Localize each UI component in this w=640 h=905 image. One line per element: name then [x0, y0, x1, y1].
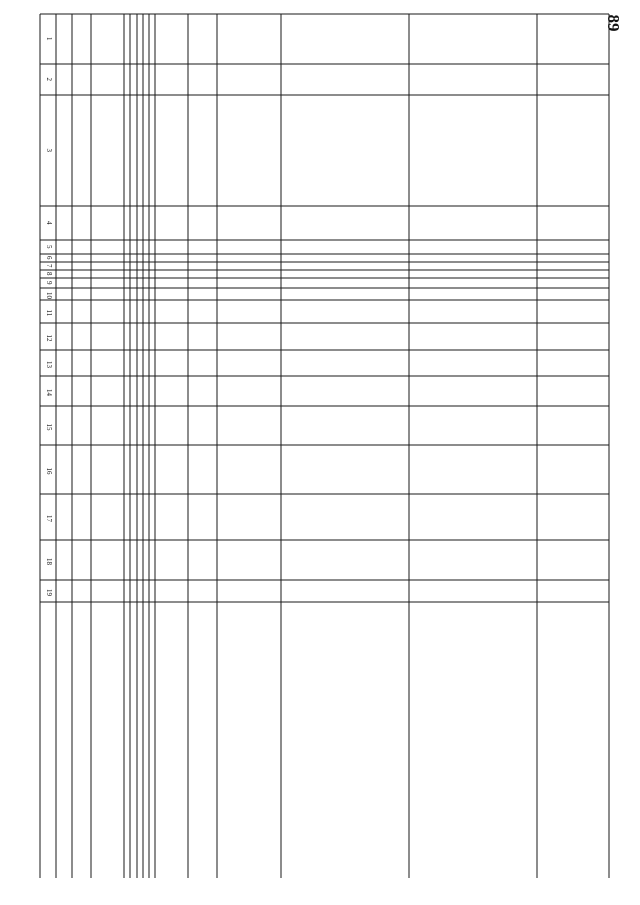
column-number: 10 — [45, 292, 53, 299]
column-number: 12 — [45, 334, 53, 342]
table-grid — [40, 14, 609, 878]
column-number: 19 — [45, 589, 53, 596]
column-number: 11 — [45, 309, 53, 317]
column-number: 17 — [45, 515, 53, 522]
column-number: 18 — [45, 558, 53, 565]
column-number: 1 — [45, 37, 53, 41]
column-number: 4 — [45, 221, 53, 225]
column-number: 7 — [45, 264, 53, 268]
column-number: 15 — [45, 423, 53, 431]
column-number: 14 — [45, 389, 53, 396]
column-number: 16 — [45, 467, 53, 475]
column-number: 2 — [45, 77, 53, 81]
column-number: 8 — [45, 272, 53, 276]
column-number: 13 — [45, 361, 53, 368]
column-number: 3 — [45, 148, 53, 152]
column-number: 9 — [45, 281, 53, 285]
column-number: 6 — [45, 256, 53, 260]
page-number: 89 — [604, 14, 623, 32]
column-number: 5 — [45, 245, 53, 249]
